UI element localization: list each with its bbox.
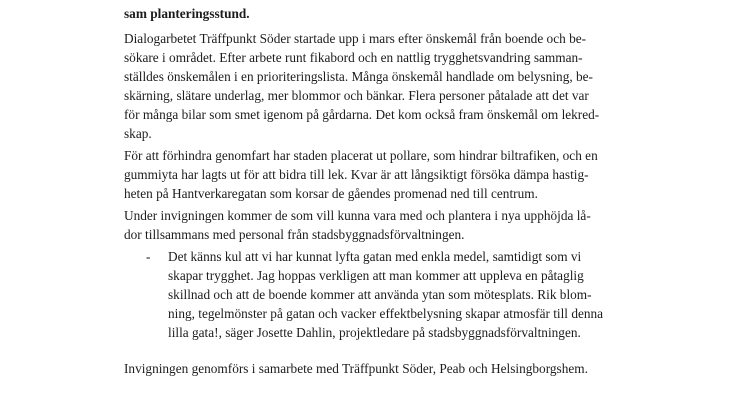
closing-paragraph: Invigningen genomförs i samarbete med Träffpunkt Söder, Peab och Helsingborgshem. [124, 361, 588, 376]
text-line: ställdes önskemålen i en prioriteringslista. Många önskemål handlade om belysning, be- [124, 69, 593, 84]
quote-dash: - [146, 249, 151, 264]
top-cut-line: sam planteringsstund. [124, 6, 250, 21]
text-line: skap. [124, 126, 152, 141]
quote-line: skillnad och att de boende kommer att använda ytan som mötesplats. Rik blom- [168, 287, 592, 302]
quote-line: Det känns kul att vi har kunnat lyfta gatan med enkla medel, samtidigt som vi [168, 249, 582, 264]
text-line: sökare i området. Efter arbete runt fikabord och en nattlig trygghetsvandring samman- [124, 50, 583, 65]
quote-line: skapar trygghet. Jag hoppas verkligen att man kommer att uppleva en påtaglig [168, 268, 584, 283]
text-line: För att förhindra genomfart har staden placerat ut pollare, som hindrar biltrafiken, och en [124, 148, 598, 163]
text-line: gummiyta har lagts ut för att bidra till lek. Kvar är att långsiktigt försöka dämpa hastig- [124, 167, 589, 182]
quote-line: lilla gata!, säger Josette Dahlin, projektledare på stadsbyggnadsförvaltningen. [168, 325, 581, 340]
text-line: dor tillsammans med personal från stadsbyggnadsförvaltningen. [124, 227, 465, 242]
text-line: för många bilar som smet igenom på gårdarna. Det kom också fram önskemål om lekred- [124, 107, 600, 122]
text-line: heten på Hantverkaregatan som korsar de gåendes promenad ned till centrum. [124, 186, 538, 201]
text-line: skärning, slätare underlag, mer blommor och bänkar. Flera personer påtalade att det var [124, 88, 589, 103]
text-line: Dialogarbetet Träffpunkt Söder startade upp i mars efter önskemål från boende och be- [124, 31, 587, 46]
text-line: Under invigningen kommer de som vill kunna vara med och plantera i nya upphöjda lå- [124, 208, 591, 223]
quote-line: ning, tegelmönster på gatan och vacker effektbelysning skapar atmosfär till denna [168, 306, 604, 321]
